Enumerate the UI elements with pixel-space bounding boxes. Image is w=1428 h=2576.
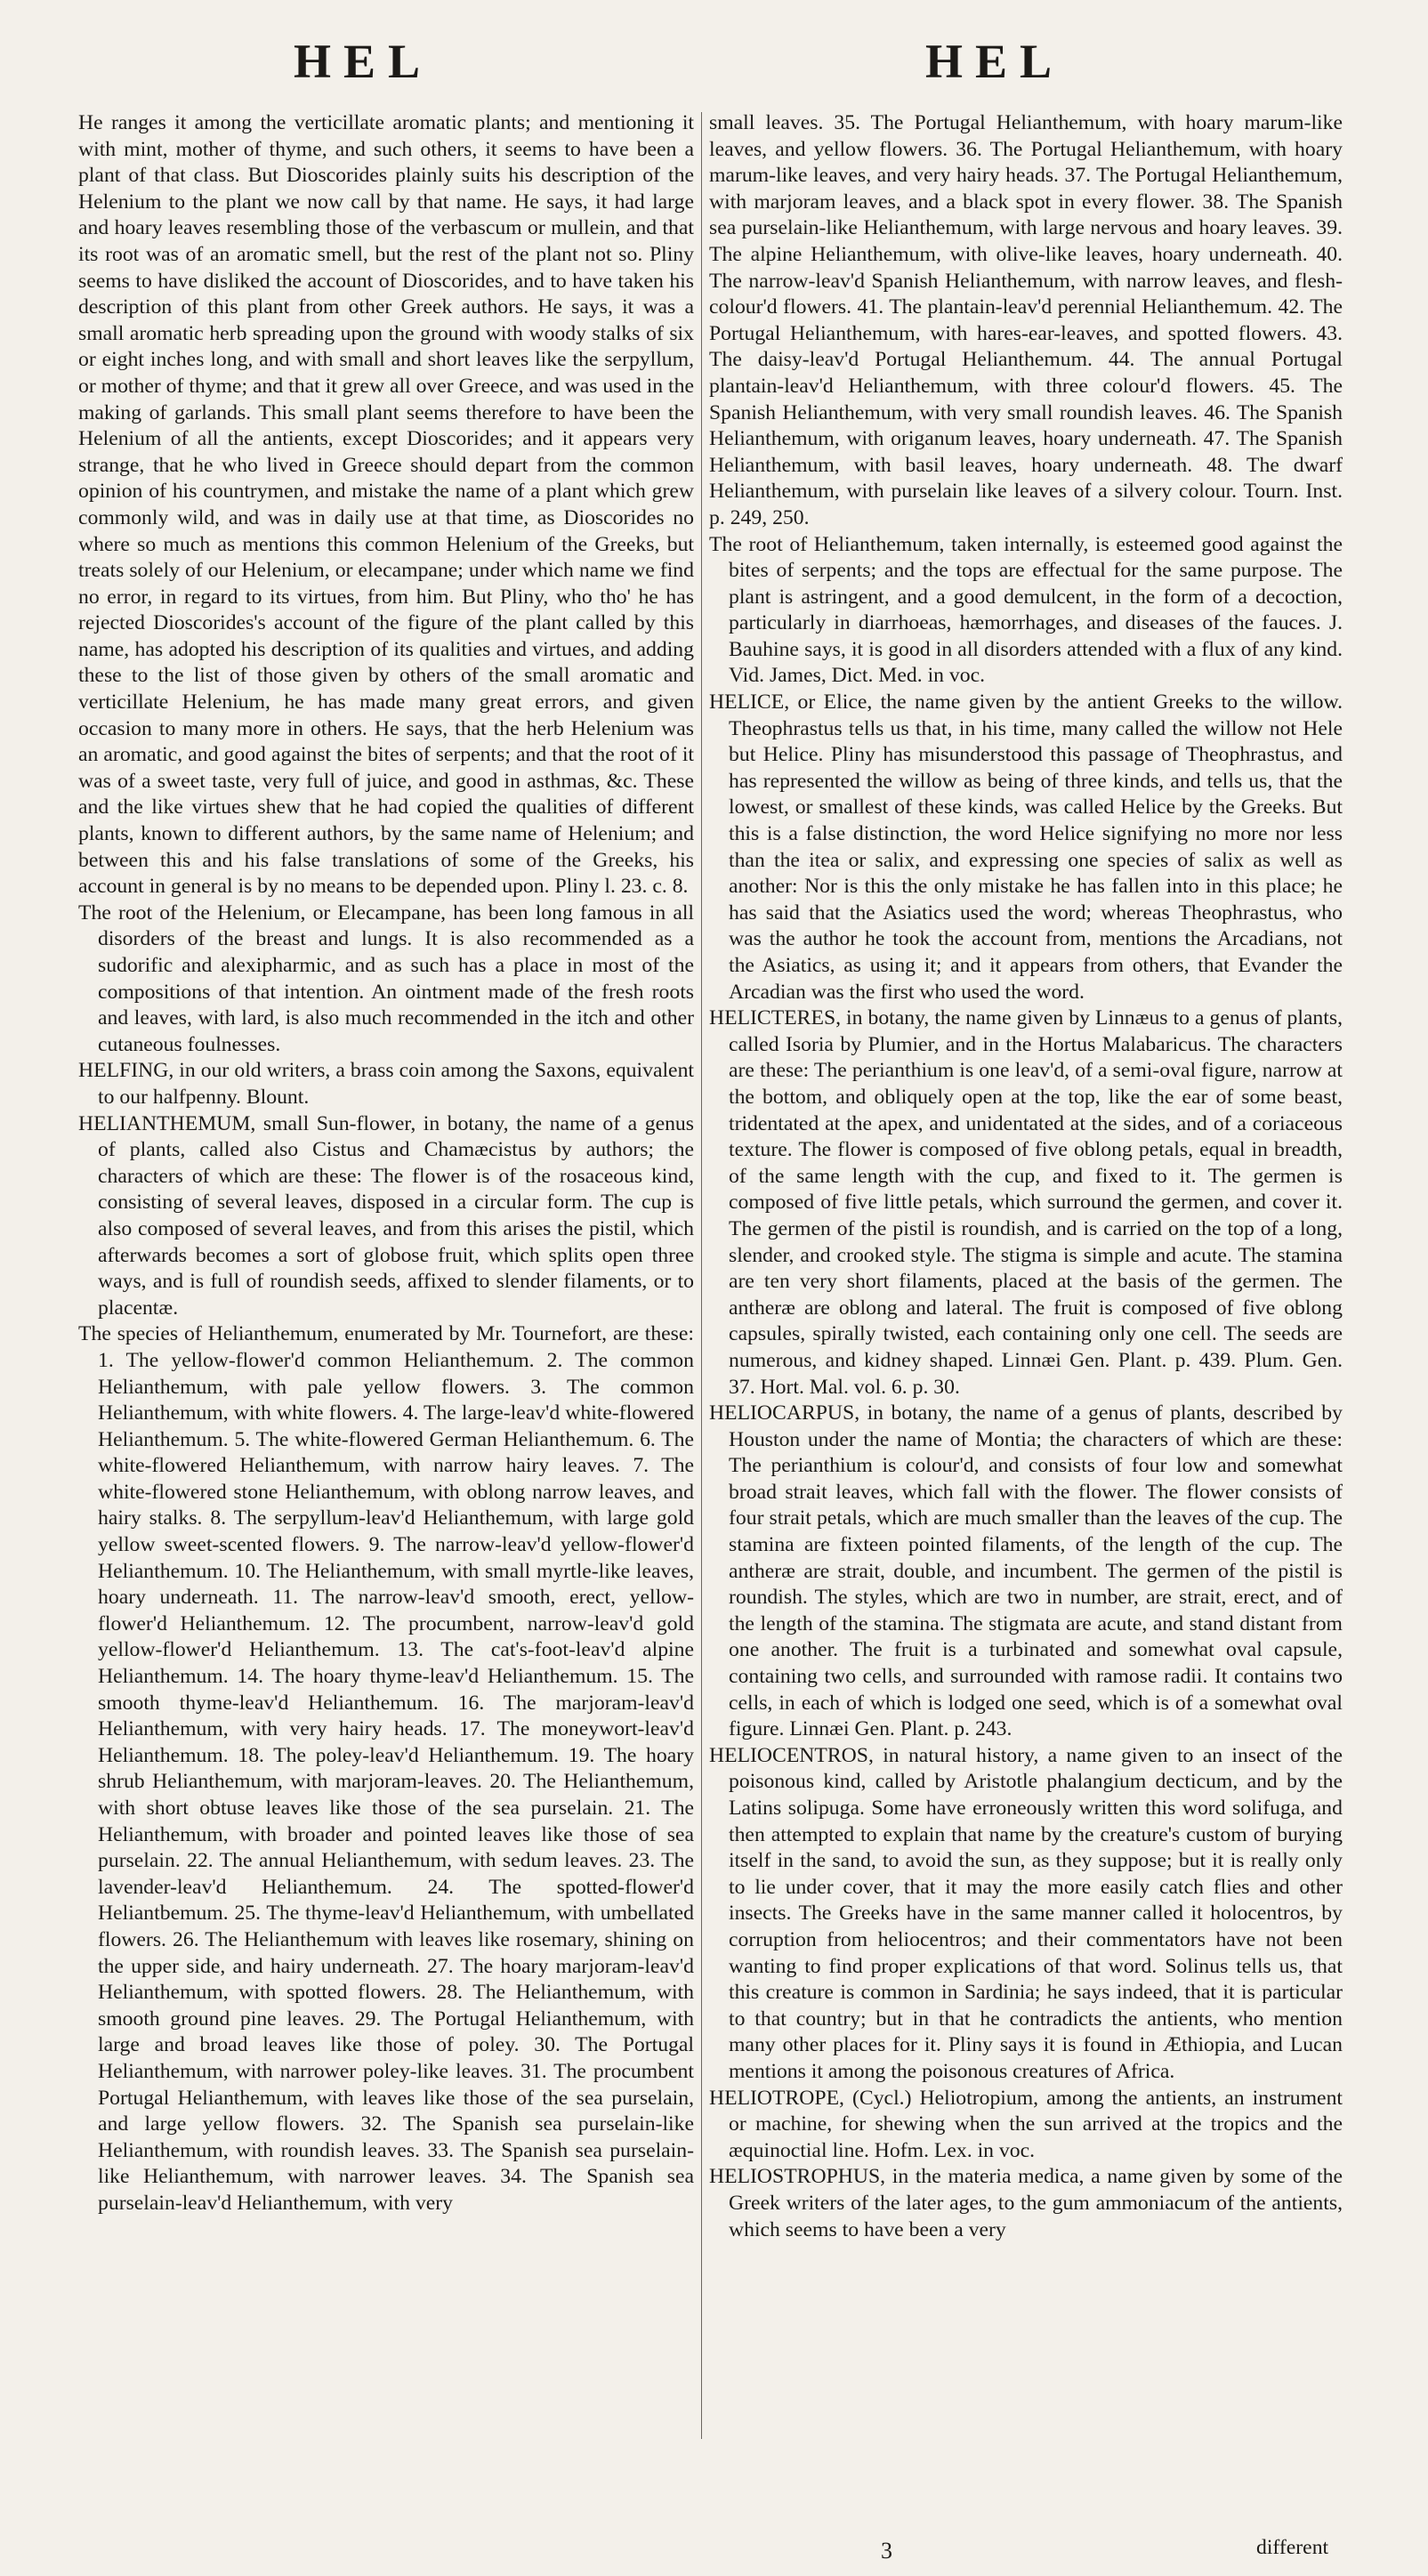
running-head-left: HEL <box>294 35 433 88</box>
column-rule <box>701 112 702 2439</box>
paragraph: small leaves. 35. The Portugal Helianthemum, with hoary marum-like leaves, and yellow flowers. 36. The Portugal Helianthemum, with hoary marum-like leaves, and very hairy heads. 37. The Portugal Helianthemum, with marjoram leaves, and a black spot in every flower. 38. The Spanish sea purselain-like Helianthemum, with large nervous and hoary leaves. 39. The alpine Helianthemum, with olive-like leaves, hoary underneath. 40. The narrow-leav'd Spanish Helianthemum, with narrow leaves, and flesh-colour'd flowers. 41. The plantain-leav'd perennial Helianthemum. 42. The Portugal Helianthemum, with hares-ear-leaves, and spotted flowers. 43. The daisy-leav'd Portugal Helianthemum. 44. The annual Portugal plantain-leav'd Helianthemum, with three colour'd flowers. 45. The Spanish Helianthemum, with very small roundish leaves. 46. The Spanish Helianthemum, with origanum leaves, hoary underneath. 47. The Spanish Helianthemum, with basil leaves, hoary underneath. 48. The dwarf Helianthemum, with purselain like leaves of a silvery colour. Tourn. Inst. p. 249, 250. <box>709 111 1343 529</box>
page-number: 3 <box>881 2538 892 2564</box>
paragraph: He ranges it among the verticillate aromatic plants; and mentioning it with mint, mother of thyme, and such others, it seems to have been a plant of that class. But Dioscorides plainly suits his description of the Helenium to the plant we now call by that name. He says, it had large and hoary leaves resembling those of the verbascum or mullein, and that its root was of an aromatic smell, but the rest of the plant not so. Pliny seems to have disliked the account of Dioscorides, and to have taken his description of this plant from other Greek authors. He says, it was a small aromatic herb spreading upon the ground with woody stalks of six or eight inches long, and with small and short leaves like the serpyllum, or mother of thyme; and that it grew all over Greece, and was used in the making of garlands. This small plant seems therefore to have been the Helenium of all the antients, except Dioscorides; and it appears very strange, that he who lived in Greece should depart from the common opinion of his countrymen, and mistake the name of a plant which grew commonly wild, and was in daily use at that time, as Dioscorides no where so much as mentions this common Helenium of the Greeks, but treats solely of our Helenium, or elecampane; under which name we find no error, in regard to its virtues, from him. But Pliny, who tho' he has rejected Dioscorides's account of the figure of the plant called by this name, has adopted his description of its qualities and virtues, and adding these to the list of those given by others of the small aromatic and verticillate Helenium, he has made many great errors, and given occasion to many more in others. He says, that the herb Helenium was an aromatic, and good against the bites of serpents; and that the root of it was of a sweet taste, very full of juice, and good in asthmas, &c. These and the like virtues shew that he had copied the qualities of different plants, known to different authors, by the same name of Helenium; and between this and his false translations of some of the Greeks, his account in general is by no means to be depended upon. Pliny l. 23. c. 8. <box>78 111 694 899</box>
catchword: different <box>1256 2536 1329 2559</box>
entry-helice: HELICE, or Elice, the name given by the antient Greeks to the willow. Theophrastus tells us that, in his time, many called the willow not Hele but Helice. Pliny has misunderstood this passage of Theophrastus, and has represented the willow as being of three kinds, and tells us, that the lowest, or smallest of these kinds, was called Helice by the Greeks. But this is a false distinction, the word Helice signifying no more nor less than the itea or salix, and expressing one species of salix as well as another: Nor is this the only mistake he has fallen into in this place; he has said that the Asiatics used the word; whereas Theophrastus, who was the author he took the account from, mentions the Arcadians, not the Asiatics, as using it; and it appears from others, that Evander the Arcadian was the first who used the word. <box>709 690 1343 1004</box>
left-column <box>78 110 694 2217</box>
running-head-right: HEL <box>925 35 1065 88</box>
entry-heliocentros: HELIOCENTROS, in natural history, a name given to an insect of the poisonous kind, called by Aristotle phalangium decticum, and by the Latins solipuga. Some have erroneously written this word solifuga, and then attempted to explain that name by the creature's custom of burying itself in the sand, to avoid the sun, as they suppose; but it is really only to lie under cover, that it may the more easily catch flies and other insects. The Greeks have in the same manner called it holocentros, by corruption from heliocentros; and their commentators have not been wanting to find proper explications of that word. Solinus tells us, that this creature is common in Sardinia; he says indeed, that it is particular to that country; but in that he contradicts the antients, who mention many other places for it. Pliny says it is found in Æthiopia, and Lucan mentions it among the poisonous creatures of Africa. <box>709 1743 1343 2083</box>
entry-helfing: HELFING, in our old writers, a brass coin among the Saxons, equivalent to our halfpenny. Blount. <box>78 1059 694 1109</box>
entry-heliostrophus: HELIOSTROPHUS, in the materia medica, a name given by some of the Greek writers of the later ages, to the gum ammoniacum of the antients, which seems to have been a very <box>709 2165 1343 2241</box>
right-column <box>709 110 1343 2243</box>
paragraph: The root of the Helenium, or Elecampane, has been long famous in all disorders of the breast and lungs. It is also recommended as a sudorific and alexipharmic, and as such has a place in most of the compositions of that intention. An ointment made of the fresh roots and leaves, with lard, is also much recommended in the itch and other cutaneous foulnesses. <box>78 900 694 1056</box>
entry-helicteres: HELICTERES, in botany, the name given by Linnæus to a genus of plants, called Isoria by Plumier, and in the Hortus Malabaricus. The characters are these: The perianthium is one leav'd, of a semi-oval figure, narrow at the bottom, and obliquely open at the top, like the ear of some beast, tridentated at the apex, and unidentated at the sides, and of a coriaceous texture. The flower is composed of five oblong petals, equal in breadth, of the same length with the cup, and fixed to it. The germen is composed of five little petals, which surround the germen, and cover it. The germen of the pistil is roundish, and is carried on the top of a long, slender, and crooked style. The stigma is simple and acute. The stamina are ten very short filaments, placed at the basis of the germen. The antheræ are oblong and lateral. The fruit is composed of five oblong capsules, spirally twisted, each containing only one cell. The seeds are numerous, and kidney shaped. Linnæi Gen. Plant. p. 439. Plum. Gen. 37. Hort. Mal. vol. 6. p. 30. <box>709 1006 1343 1399</box>
entry-helianthemum: HELIANTHEMUM, small Sun-flower, in botany, the name of a genus of plants, called also Cistus and Chamæcistus by authors; the characters of which are these: The flower is of the rosaceous kind, consisting of several leaves, disposed in a circular form. The cup is also composed of several leaves, and from this arises the pistil, which afterwards becomes a sort of globose fruit, which splits open three ways, and is full of roundish seeds, affixed to slender filaments, or to placentæ. <box>78 1111 694 1320</box>
entry-heliocarpus: HELIOCARPUS, in botany, the name of a genus of plants, described by Houston under the name of Montia; the characters of which are these: The perianthium is colour'd, and consists of four low and somewhat broad strait leaves, which fall with the flower. The flower consists of four strait petals, which are much smaller than the leaves of the cup. The stamina are fixteen pointed filaments, of the length of the cup. The antheræ are strait, double, and incumbent. The germen of the pistil is roundish. The styles, which are two in number, are strait, erect, and of the length of the stamina. The stigmata are acute, and stand distant from one another. The fruit is a turbinated and somewhat oval capsule, containing two cells, and surrounded with ramose radii. It contains two cells, in each of which is lodged one seed, which is of a somewhat oval figure. Linnæi Gen. Plant. p. 243. <box>709 1401 1343 1741</box>
paragraph: The species of Helianthemum, enumerated by Mr. Tournefort, are these: 1. The yellow-flower'd common Helianthemum. 2. The common Helianthemum, with pale yellow flowers. 3. The common Helianthemum, with white flowers. 4. The large-leav'd white-flowered Helianthemum. 5. The white-flowered German Helianthemum. 6. The white-flowered Helianthemum, with narrow hairy leaves. 7. The white-flowered stone Helianthemum, with oblong narrow leaves, and hairy stalks. 8. The serpyllum-leav'd Helianthemum, with large gold yellow sweet-scented flowers. 9. The narrow-leav'd yellow-flower'd Helianthemum. 10. The Helianthemum, with small myrtle-like leaves, hoary underneath. 11. The narrow-leav'd smooth, erect, yellow-flower'd Helianthemum. 12. The procumbent, narrow-leav'd gold yellow-flower'd Helianthemum. 13. The cat's-foot-leav'd alpine Helianthemum. 14. The hoary thyme-leav'd Helianthemum. 15. The smooth thyme-leav'd Helianthemum. 16. The marjoram-leav'd Helianthemum, with very hairy heads. 17. The moneywort-leav'd Helianthemum. 18. The poley-leav'd Helianthemum. 19. The hoary shrub Helianthemum, with marjoram-leaves. 20. The Helianthemum, with short obtuse leaves like those of the sea purselain. 21. The Helianthemum, with broader and pointed leaves like those of sea purselain. 22. The annual Helianthemum, with sedum leaves. 23. The lavender-leav'd Helianthemum. 24. The spotted-flower'd Heliantbemum. 25. The thyme-leav'd Helianthemum, with umbellated flowers. 26. The Helianthemum with leaves like rosemary, shining on the upper side, and hairy underneath. 27. The hoary marjoram-leav'd Helianthemum, with spotted flowers. 28. The Helianthemum, with smooth ground pine leaves. 29. The Portugal Helianthemum, with large and broad leaves like those of poley. 30. The Portugal Helianthemum, with narrower poley-like leaves. 31. The procumbent Portugal Helianthemum, with leaves like those of the sea purselain, and large yellow flowers. 32. The Spanish sea purselain-like Helianthemum, with roundish leaves. 33. The Spanish sea purselain-like Helianthemum, with narrower leaves. 34. The Spanish sea purselain-leav'd Helianthemum, with very <box>78 1322 694 2215</box>
paragraph: The root of Helianthemum, taken internally, is esteemed good against the bites of serpents; and the tops are effectual for the same purpose. The plant is astringent, and a good demulcent, in the form of a decoction, particularly in diarrhoeas, hæmorrhages, and diseases of the fauces. J. Bauhine says, it is good in all disorders attended with a flux of any kind. Vid. James, Dict. Med. in voc. <box>709 532 1343 688</box>
entry-heliotrope: HELIOTROPE, (Cycl.) Heliotropium, among the antients, an instrument or machine, for shewing when the sun arrived at the tropics and the æquinoctial line. Hofm. Lex. in voc. <box>709 2086 1343 2162</box>
